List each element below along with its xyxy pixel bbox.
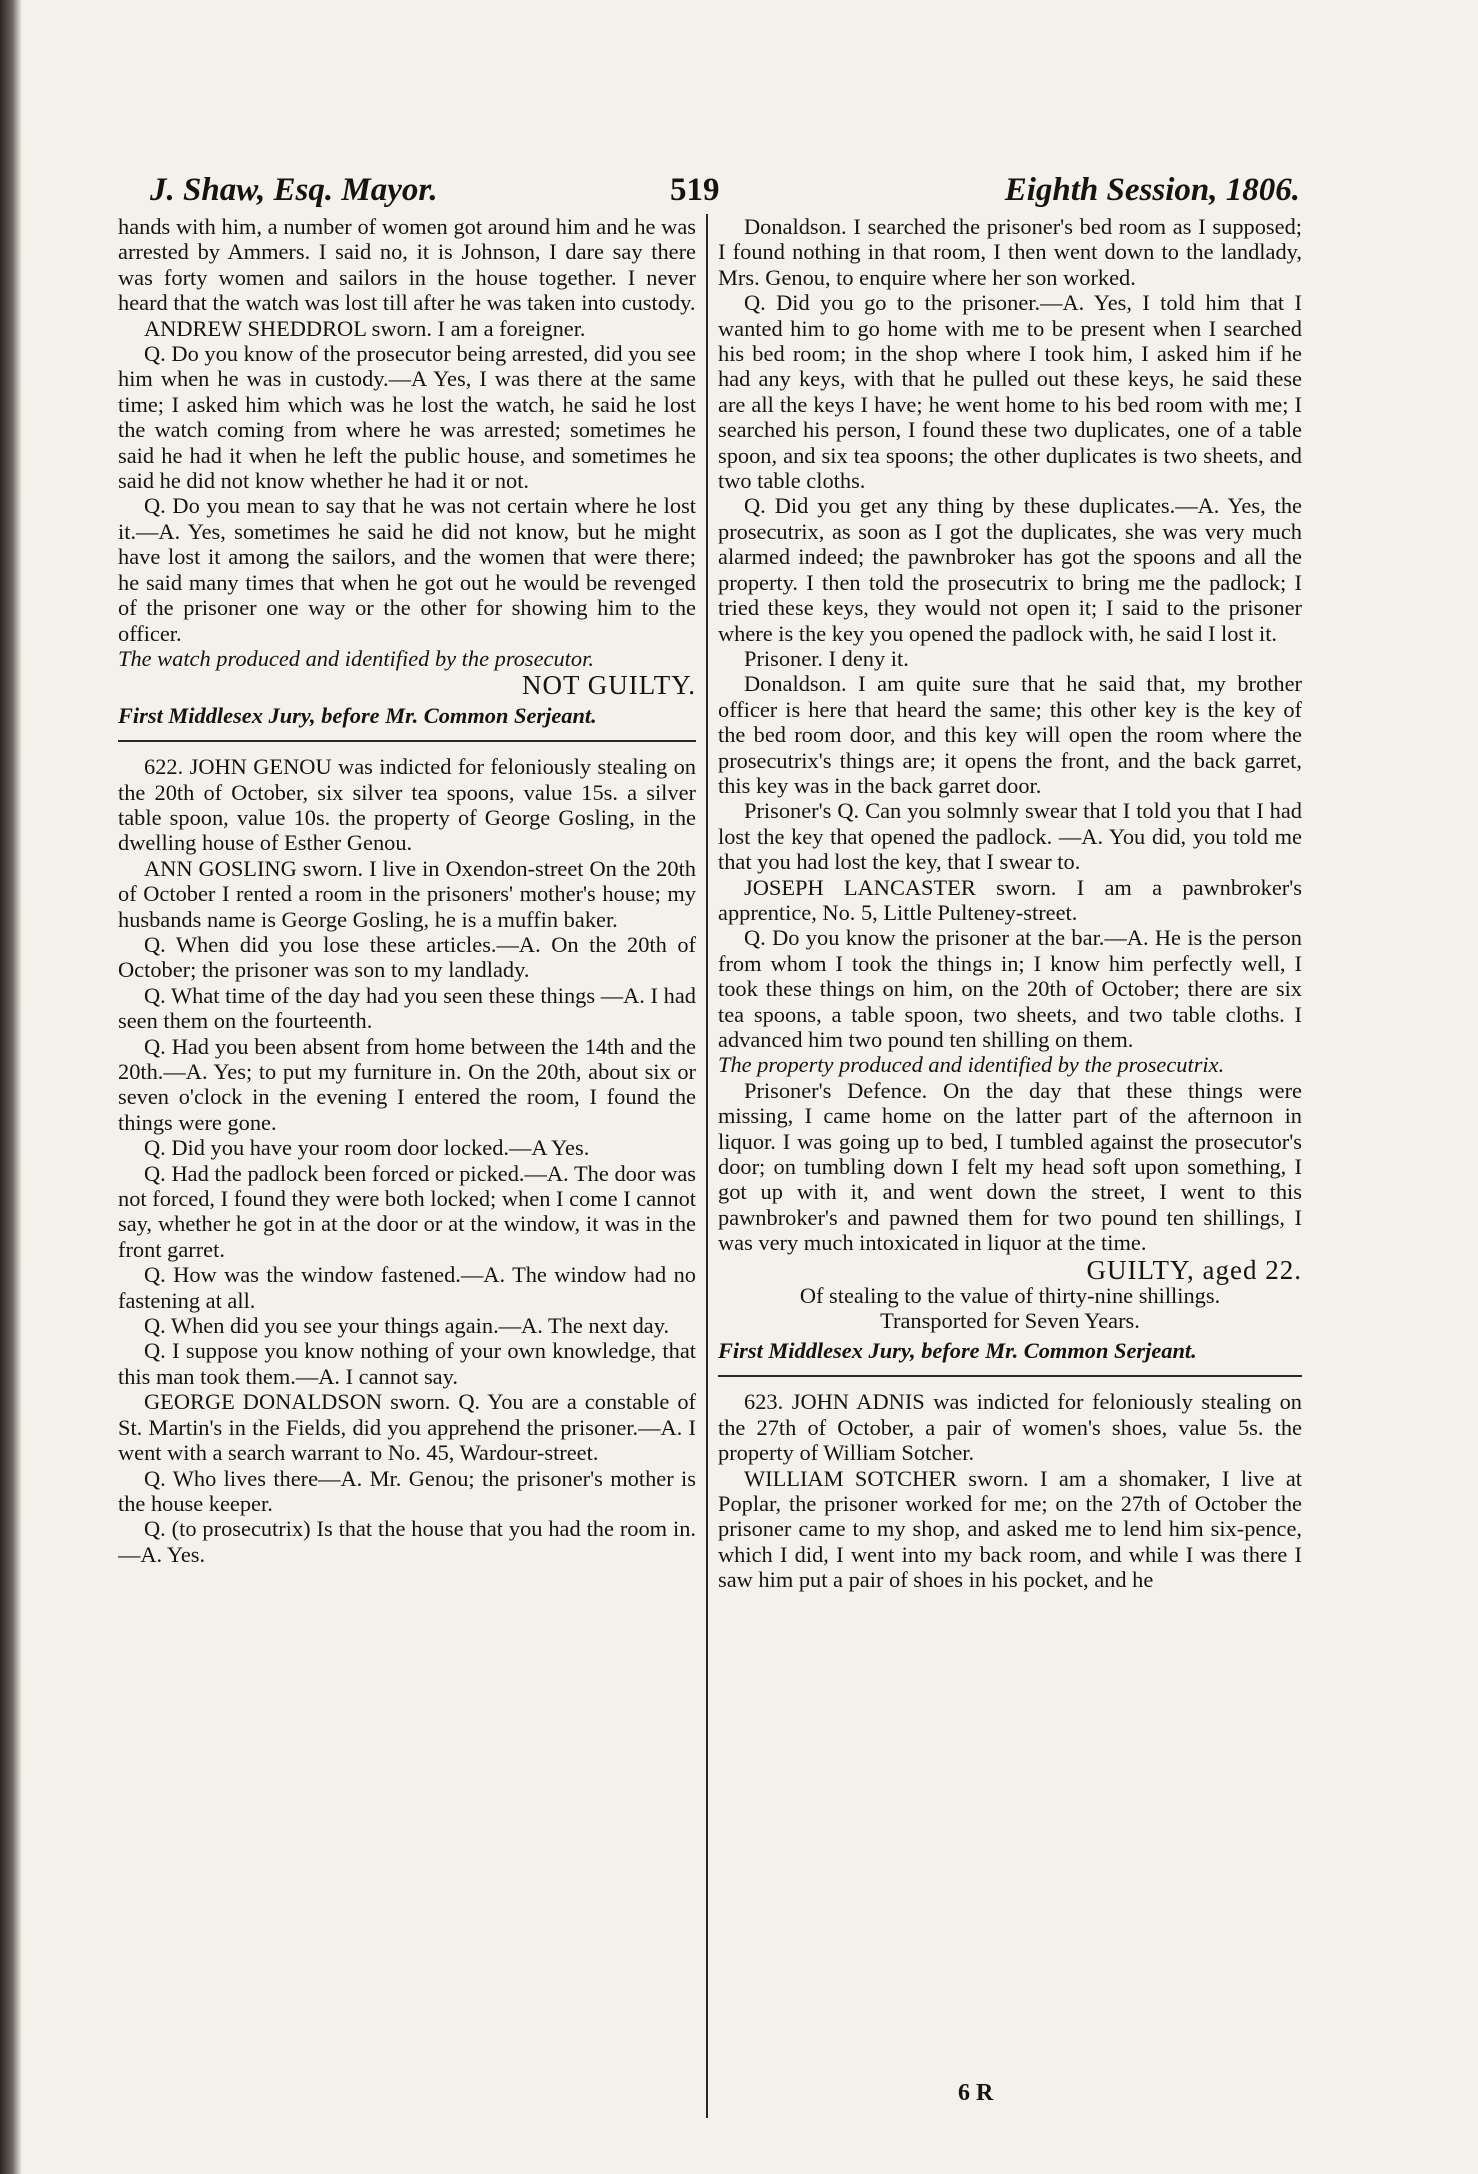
evidence-note: The property produced and identified by the prosecutrix.: [718, 1052, 1225, 1078]
paragraph: hands with him, a number of women got around him and he was arrested by Ammers. I said no, it is Johnson, I dare say there was forty women and sailors in the house together. I never heard that the watch was lost till after he was taken into custody.: [118, 214, 696, 316]
sentence-line: Of stealing to the value of thirty-nine shillings.: [799, 1283, 1221, 1309]
jury-note: First Middlesex Jury, before Mr. Common Serjeant.: [118, 702, 597, 728]
verdict: NOT GUILTY.: [521, 670, 696, 701]
paragraph: WILLIAM SOTCHER sworn. I am a shomaker, I live at Poplar, the prisoner worked for me; on the 27th of October the prisoner came to my shop, and asked me to lend him six-pence, which I did, I went into my back room, and while I was there I saw him put a pair of shoes in his pocket, and he: [718, 1465, 1302, 1593]
header-session: Eighth Session, 1806.: [1004, 172, 1300, 208]
paragraph: Q. What time of the day had you seen these things —A. I had seen them on the fourteenth.: [118, 982, 696, 1034]
paragraph: ANDREW SHEDDROL sworn. I am a foreigner.: [144, 315, 586, 341]
paragraph: Q. I suppose you know nothing of your own knowledge, that this man took them.—A. I cannot say.: [118, 1338, 696, 1389]
case-heading: 623. JOHN ADNIS was indicted for feloniously stealing on the 27th of October, a pair of women's shoes, value 5s. the property of William Sotcher.: [718, 1389, 1302, 1466]
paragraph: Q. Had you been absent from home between the 14th and the 20th.—A. Yes; to put my furniture in. On the 20th, about six or seven o'clock in the evening I entered the room, I found the things were gone.: [118, 1033, 696, 1135]
paragraph: Q. Do you know the prisoner at the bar.—A. He is the person from whom I took the things in; I know him perfectly well, I took these things on him, on the 20th of October; there are six tea spoons, a table spoon, two sheets, and two table cloths. I advanced him two pound ten shilling on them.: [718, 925, 1302, 1052]
binding-shadow: [0, 0, 22, 2174]
paragraph: Prisoner's Defence. On the day that these things were missing, I came home on the latter part of the afternoon in liquor. I was going up to bed, I tumbled against the prosecutor's door; on tumbling down I felt my head soft upon something, I got up with it, and went down the street, I went to this pawnbroker's and pawned them for two pound ten shillings, I was very much intoxicated in liquor at the time.: [718, 1077, 1302, 1256]
evidence-note: The watch produced and identified by the prosecutor.: [118, 645, 594, 671]
jury-note: First Middlesex Jury, before Mr. Common Serjeant.: [718, 1337, 1197, 1363]
paragraph: ANN GOSLING sworn. I live in Oxendon-street On the 20th of October I rented a room in the prisoners' mother's house; my husbands name is George Gosling, he is a muffin baker.: [118, 855, 696, 932]
verdict: GUILTY, aged 22.: [1086, 1254, 1302, 1285]
sentence-line: Transported for Seven Years.: [880, 1308, 1140, 1334]
paragraph: Q. When did you lose these articles.—A. On the 20th of October; the prisoner was son to my landlady.: [118, 931, 696, 983]
column-divider: [706, 214, 708, 2118]
paragraph: Prisoner's Q. Can you solmnly swear that I told you that I had lost the key that opened the padlock. —A. You did, you told me that you had lost the key, that I swear to.: [718, 798, 1302, 875]
case-heading: 622. JOHN GENOU was indicted for feloniously stealing on the 20th of October, six silver tea spoons, value 15s. a silver table spoon, value 10s. the property of George Gosling, in the dwelling house of Esther Genou.: [118, 754, 696, 856]
paragraph: Donaldson. I searched the prisoner's bed room as I supposed; I found nothing in that room, I then went down to the landlady, Mrs. Genou, to enquire where her son worked.: [718, 214, 1302, 290]
left-column: [118, 214, 696, 2126]
paragraph: GEORGE DONALDSON sworn. Q. You are a constable of St. Martin's in the Fields, did you apprehend the prisoner.—A. I went with a search warrant to No. 45, Wardour-street.: [118, 1389, 696, 1466]
paragraph: Q. Who lives there—A. Mr. Genou; the prisoner's mother is the house keeper.: [118, 1465, 696, 1516]
right-column: [718, 214, 1302, 2126]
paragraph: Q. Did you go to the prisoner.—A. Yes, I told him that I wanted him to go home with me to be present when I searched his bed room; in the shop where I took him, I asked him if he had any keys, with that he pulled out these keys, he said these are all the keys I have; he went home to his bed room with me; I searched his person, I found these two duplicates, one of a table spoon, and six tea spoons; the other duplicates is two sheets, and two table cloths.: [718, 290, 1302, 494]
paragraph: Q. Do you know of the prosecutor being arrested, did you see him when he was in custody.—A Yes, I was there at the same time; I asked him which was he lost the watch, he said he lost the watch coming from where he was arrested; sometimes he said he had it when he left the public house, and sometimes he said he did not know whether he had it or not.: [118, 341, 696, 494]
header-mayor: J. Shaw, Esq. Mayor.: [150, 172, 438, 208]
paragraph: Donaldson. I am quite sure that he said that, my brother officer is here that heard the same; this other key is the key of the bed room door, and this key will open the room where the prosecutrix's things are; it opens the front, and the back garret, this key was in the back garret door.: [718, 671, 1302, 798]
paragraph: Q. Had the padlock been forced or picked.—A. The door was not forced, I found they were both locked; when I come I cannot say, whether he got in at the door or at the window, it was in the front garret.: [118, 1160, 696, 1262]
section-rule: [118, 740, 696, 742]
paragraph: Prisoner. I deny it.: [744, 645, 909, 671]
paragraph: Q. Do you mean to say that he was not certain where he lost it.—A. Yes, sometimes he said he did not know, but he might have lost it among the sailors, and the women that were there; he said many times that when he got out he would be revenged of the prisoner one way or the other for showing him to the officer.: [118, 493, 696, 646]
paragraph: Q. Did you get any thing by these duplicates.—A. Yes, the prosecutrix, as soon as I got the duplicates, she was very much alarmed indeed; the pawnbroker has got the spoons and all the property. I then told the prosecutrix to bring me the padlock; I tried these keys, they would not open it; I said to the prisoner where is the key you opened the padlock with, he said I lost it.: [718, 493, 1302, 646]
paragraph: Q. When did you see your things again.—A. The next day.: [144, 1313, 670, 1339]
catchword: 6 R: [958, 2080, 994, 2106]
paragraph: Q. How was the window fastened.—A. The window had no fastening at all.: [118, 1262, 696, 1313]
page-number: 519: [670, 172, 720, 208]
running-header: [150, 172, 1300, 216]
paragraph: Q. (to prosecutrix) Is that the house that you had the room in.—A. Yes.: [118, 1516, 696, 1567]
paragraph: JOSEPH LANCASTER sworn. I am a pawnbroker's apprentice, No. 5, Little Pulteney-street.: [718, 874, 1302, 925]
paragraph: Q. Did you have your room door locked.—A Yes.: [144, 1135, 590, 1161]
section-rule: [718, 1375, 1302, 1377]
